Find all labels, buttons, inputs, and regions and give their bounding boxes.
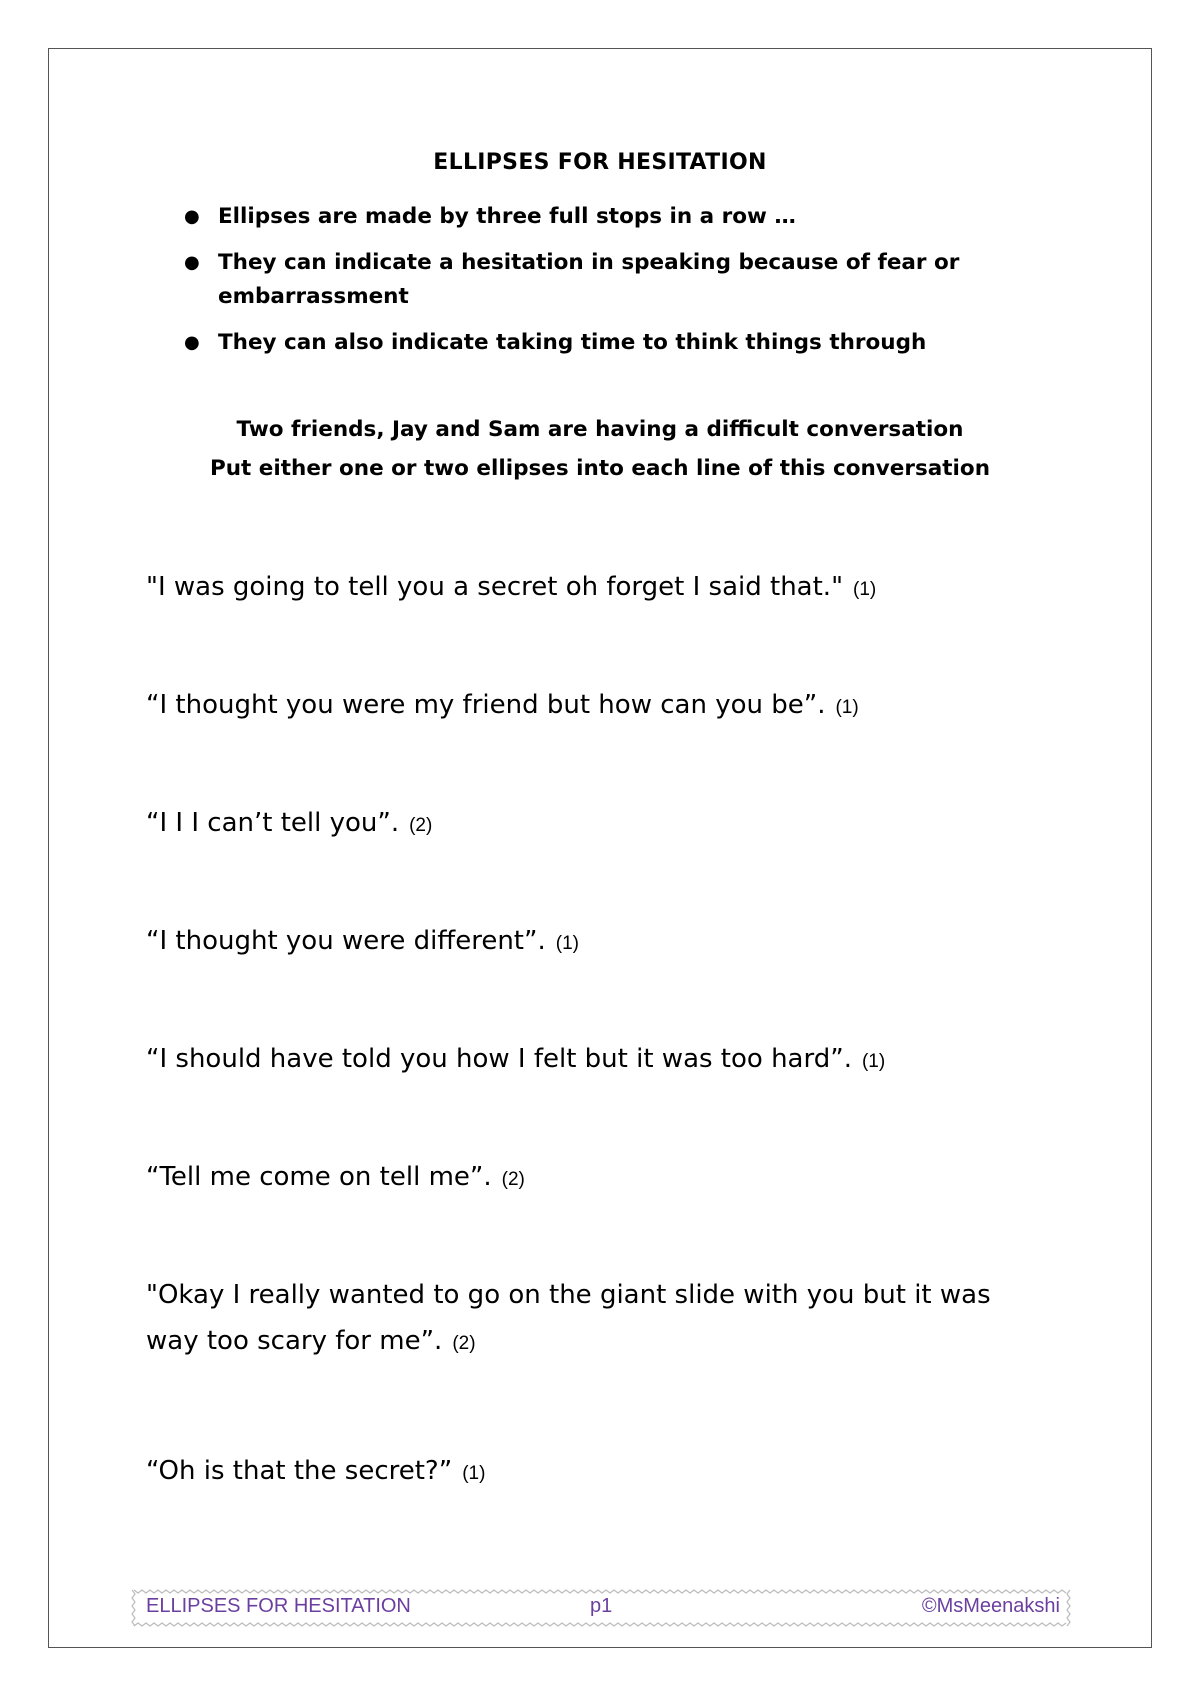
bullet-item — [180, 200, 980, 234]
conversation-line — [146, 1448, 1046, 1497]
bullet-list — [180, 200, 980, 372]
bullet-item — [180, 246, 980, 314]
footer-page-number: p1 — [590, 1595, 613, 1617]
bullet-text: They can also indicate taking time to think things through — [218, 330, 927, 355]
worksheet-title: ELLIPSES FOR HESITATION — [433, 150, 767, 175]
bullet-dot-icon: ● — [184, 332, 200, 353]
page-footer — [128, 1586, 1074, 1630]
conversation-line — [146, 918, 1046, 967]
marks-label: (1) — [835, 697, 859, 718]
line-text: “Oh is that the secret?” — [146, 1456, 453, 1486]
marks-label: (1) — [555, 933, 579, 954]
bullet-dot-icon: ● — [184, 252, 200, 273]
conversation-line — [146, 682, 1046, 731]
footer-copyright: ©MsMeenakshi — [921, 1595, 1060, 1617]
conversation-line — [146, 564, 1046, 613]
bullet-item — [180, 326, 980, 360]
line-text: “Tell me come on tell me”. — [146, 1162, 492, 1192]
line-text: “I should have told you how I felt but it was too hard”. — [146, 1044, 852, 1074]
marks-label: (2) — [409, 815, 433, 836]
footer-title: ELLIPSES FOR HESITATION — [146, 1595, 411, 1617]
instruction-line: Two friends, Jay and Sam are having a difficult conversation — [236, 417, 964, 442]
marks-label: (2) — [452, 1333, 476, 1354]
instructions — [0, 410, 1200, 488]
conversation-line — [146, 1272, 1046, 1367]
instruction-line: Put either one or two ellipses into each line of this conversation — [209, 456, 990, 481]
conversation-line — [146, 800, 1046, 849]
conversation-line — [146, 1036, 1046, 1085]
marks-label: (1) — [853, 579, 877, 600]
bullet-dot-icon: ● — [184, 206, 200, 227]
bullet-text: They can indicate a hesitation in speaking because of fear or embarrassment — [218, 250, 960, 309]
conversation-line — [146, 1154, 1046, 1203]
line-text: “I thought you were my friend but how can you be”. — [146, 690, 826, 720]
line-text: "Okay I really wanted to go on the giant slide with you but it was way too scary for me”. — [146, 1280, 991, 1356]
marks-label: (1) — [462, 1463, 486, 1484]
marks-label: (2) — [501, 1169, 525, 1190]
marks-label: (1) — [861, 1051, 886, 1072]
line-text: "I was going to tell you a secret oh forget I said that." — [146, 572, 844, 602]
line-text: “I I I can’t tell you”. — [146, 808, 400, 838]
line-text: “I thought you were different”. — [146, 926, 546, 956]
bullet-text: Ellipses are made by three full stops in a row … — [218, 204, 796, 229]
